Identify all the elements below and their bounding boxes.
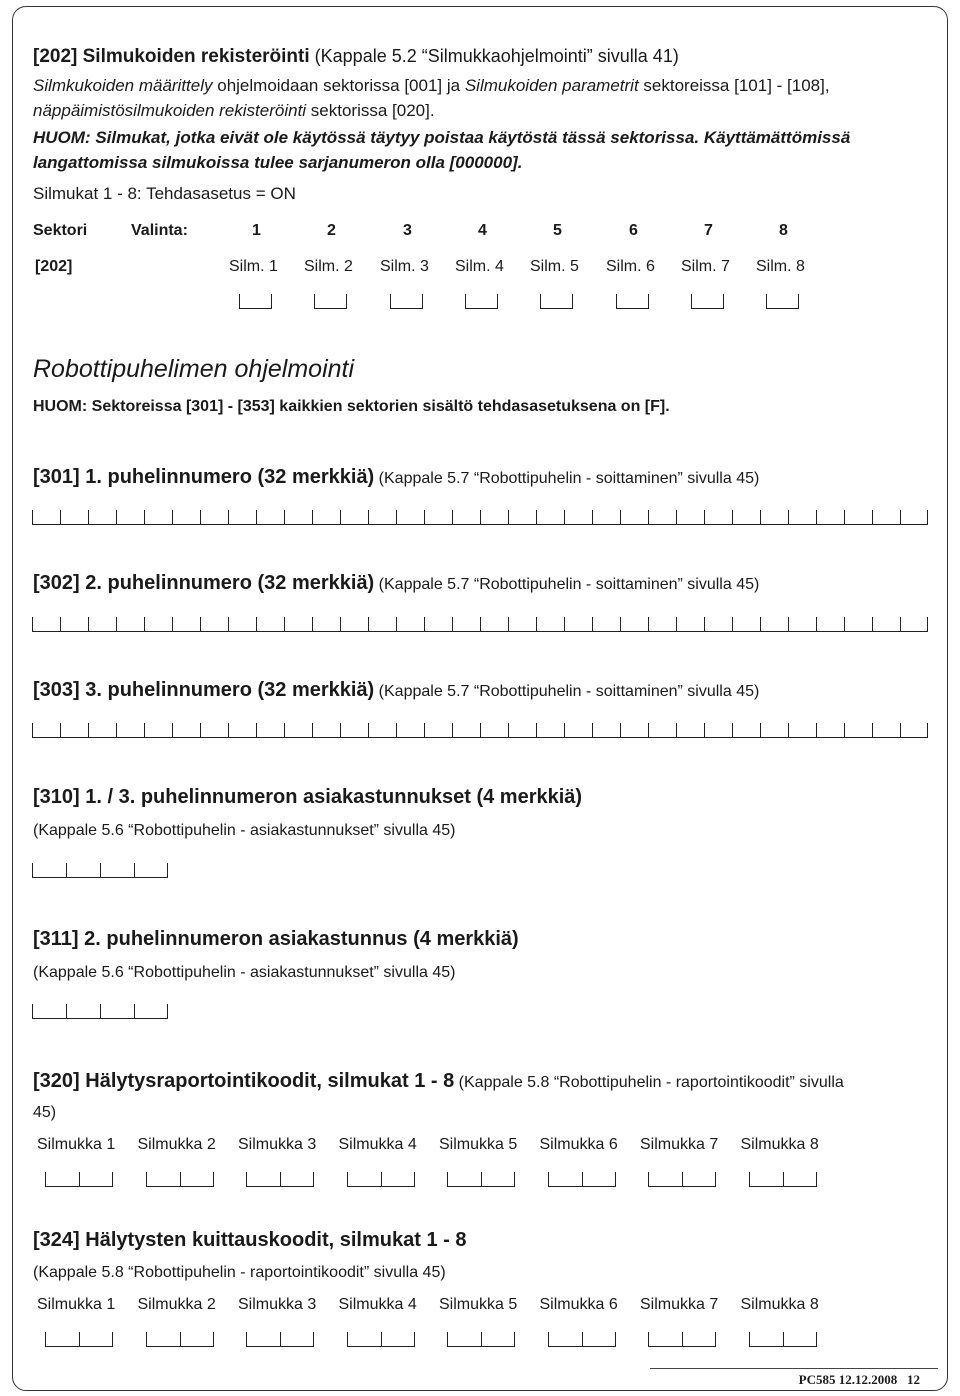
loop-entry-1[interactable]	[45, 1332, 113, 1347]
digit-box[interactable]	[144, 510, 172, 525]
loop-params-term: Silmukoiden parametrit	[464, 76, 639, 95]
digit-box[interactable]	[246, 1172, 280, 1187]
entry-row-301[interactable]	[32, 510, 928, 525]
loop-entry-1[interactable]	[45, 1172, 113, 1187]
digit-box[interactable]	[228, 510, 256, 525]
digit-box[interactable]	[60, 510, 88, 525]
digit-box[interactable]	[32, 617, 60, 632]
section-301-ref: (Kappale 5.7 “Robottipuhelin - soittaminen” sivulla 45)	[374, 470, 760, 487]
entry-row-310[interactable]	[32, 863, 168, 878]
loop-entry-7[interactable]	[648, 1332, 716, 1347]
digit-box[interactable]	[749, 1332, 783, 1347]
digit-box[interactable]	[45, 1332, 79, 1347]
digit-box[interactable]	[246, 1332, 280, 1347]
digit-box[interactable]	[200, 510, 228, 525]
digit-box[interactable]	[816, 617, 844, 632]
digit-box[interactable]	[481, 1332, 515, 1347]
entry-row-303[interactable]	[32, 723, 928, 738]
digit-box[interactable]	[256, 617, 284, 632]
digit-box[interactable]	[788, 723, 816, 738]
digit-box[interactable]	[536, 510, 564, 525]
digit-box[interactable]	[172, 510, 200, 525]
num-6: 6	[629, 222, 638, 239]
loop-entry-4[interactable]	[347, 1172, 415, 1187]
digit-box[interactable]	[447, 1332, 481, 1347]
digit-box[interactable]	[100, 1004, 134, 1019]
section-311-heading: [311] 2. puhelinnumeron asiakastunnus (4 merkkiä)	[33, 928, 519, 950]
digit-box[interactable]	[760, 510, 788, 525]
digit-box[interactable]	[280, 1332, 314, 1347]
digit-box[interactable]	[704, 510, 732, 525]
section-303-line	[33, 679, 759, 702]
digit-box[interactable]	[582, 1332, 616, 1347]
digit-box[interactable]	[676, 723, 704, 738]
entry-box-silm-8[interactable]	[766, 294, 799, 309]
loop-label-6: Silmukka 6	[539, 1136, 618, 1153]
digit-box[interactable]	[45, 1172, 79, 1187]
digit-box[interactable]	[816, 510, 844, 525]
digit-box[interactable]	[704, 723, 732, 738]
digit-box[interactable]	[564, 723, 592, 738]
loop-label-7: Silmukka 7	[640, 1296, 719, 1313]
digit-box[interactable]	[66, 863, 100, 878]
entry-box-silm-5[interactable]	[540, 294, 573, 309]
digit-box[interactable]	[900, 510, 928, 525]
digit-box[interactable]	[564, 617, 592, 632]
digit-box[interactable]	[749, 1172, 783, 1187]
digit-box[interactable]	[32, 1004, 66, 1019]
section-303-heading: [303] 3. puhelinnumero (32 merkkiä)	[33, 679, 375, 701]
digit-box[interactable]	[340, 723, 368, 738]
section-202-desc-line-2	[33, 101, 435, 121]
digit-box[interactable]	[146, 1332, 180, 1347]
digit-box[interactable]	[284, 510, 312, 525]
section-320-ref: (Kappale 5.8 “Robottipuhelin - raportointikoodit” sivulla	[454, 1074, 844, 1091]
digit-box[interactable]	[116, 723, 144, 738]
num-3: 3	[403, 222, 412, 239]
digit-box[interactable]	[256, 510, 284, 525]
section-302-line	[33, 572, 759, 595]
loop-label-3: Silmukka 3	[238, 1296, 317, 1313]
digit-box[interactable]	[381, 1172, 415, 1187]
digit-box[interactable]	[60, 723, 88, 738]
digit-box[interactable]	[396, 723, 424, 738]
section-301-line	[33, 466, 759, 489]
section-title-robottipuhelin: Robottipuhelimen ohjelmointi	[33, 355, 355, 383]
digit-box[interactable]	[368, 510, 396, 525]
digit-box[interactable]	[116, 617, 144, 632]
digit-box[interactable]	[256, 723, 284, 738]
digit-box[interactable]	[172, 617, 200, 632]
digit-box[interactable]	[620, 510, 648, 525]
digit-box[interactable]	[200, 723, 228, 738]
digit-box[interactable]	[368, 723, 396, 738]
digit-box[interactable]	[280, 1172, 314, 1187]
digit-box[interactable]	[79, 1332, 113, 1347]
loop-entry-4[interactable]	[347, 1332, 415, 1347]
section-320-ref-cont: 45)	[33, 1104, 57, 1121]
digit-box[interactable]	[592, 617, 620, 632]
digit-box[interactable]	[312, 510, 340, 525]
loop-label-5: Silmukka 5	[439, 1296, 518, 1313]
entry-row-311[interactable]	[32, 1004, 168, 1019]
section-202-desc-line-1	[33, 76, 830, 96]
section-324-heading: [324] Hälytysten kuittauskoodit, silmukat 1 - 8	[33, 1229, 467, 1251]
digit-box[interactable]	[452, 617, 480, 632]
digit-box[interactable]	[480, 723, 508, 738]
loop-label-1: Silmukka 1	[37, 1296, 116, 1313]
col-valinta: Valinta:	[131, 222, 188, 239]
digit-box[interactable]	[508, 510, 536, 525]
digit-box[interactable]	[381, 1332, 415, 1347]
default-setting: Silmukat 1 - 8: Tehdasasetus = ON	[33, 184, 296, 203]
digit-box[interactable]	[284, 723, 312, 738]
digit-box[interactable]	[100, 863, 134, 878]
digit-box[interactable]	[732, 617, 760, 632]
section-310-ref: (Kappale 5.6 “Robottipuhelin - asiakastunnukset” sivulla 45)	[33, 822, 456, 839]
digit-box[interactable]	[508, 617, 536, 632]
digit-box[interactable]	[872, 617, 900, 632]
digit-box[interactable]	[872, 723, 900, 738]
num-5: 5	[553, 222, 562, 239]
loop-label-2: Silmukka 2	[137, 1136, 216, 1153]
loop-label-7: Silmukka 7	[640, 1136, 719, 1153]
digit-box[interactable]	[648, 510, 676, 525]
digit-box[interactable]	[872, 510, 900, 525]
loop-entry-3[interactable]	[246, 1332, 314, 1347]
note-line-2: langattomissa silmukoissa tulee sarjanumeron olla [000000].	[33, 153, 523, 172]
digit-box[interactable]	[676, 617, 704, 632]
loop-label-6: Silmukka 6	[539, 1296, 618, 1313]
section-310-heading: [310] 1. / 3. puhelinnumeron asiakastunnukset (4 merkkiä)	[33, 786, 583, 808]
digit-box[interactable]	[788, 617, 816, 632]
entry-box-silm-6[interactable]	[616, 294, 649, 309]
loop-label-8: Silmukka 8	[740, 1136, 819, 1153]
silm-7: Silm. 7	[681, 258, 730, 275]
section-302-heading: [302] 2. puhelinnumero (32 merkkiä)	[33, 572, 375, 594]
robo-note: HUOM: Sektoreissa [301] - [353] kaikkien sektorien sisältö tehdasasetuksena on [F].	[33, 398, 670, 415]
loop-label-4: Silmukka 4	[338, 1136, 417, 1153]
loop-entry-8[interactable]	[749, 1332, 817, 1347]
loop-label-3: Silmukka 3	[238, 1136, 317, 1153]
digit-box[interactable]	[783, 1172, 817, 1187]
loop-entry-6[interactable]	[548, 1332, 616, 1347]
digit-box[interactable]	[66, 1004, 100, 1019]
digit-box[interactable]	[347, 1172, 381, 1187]
digit-box[interactable]	[900, 617, 928, 632]
loop-label-8: Silmukka 8	[740, 1296, 819, 1313]
digit-box[interactable]	[648, 617, 676, 632]
digit-box[interactable]	[452, 510, 480, 525]
digit-box[interactable]	[340, 617, 368, 632]
digit-box[interactable]	[88, 510, 116, 525]
digit-box[interactable]	[480, 510, 508, 525]
loop-entry-2[interactable]	[146, 1332, 214, 1347]
silm-2: Silm. 2	[304, 258, 353, 275]
digit-box[interactable]	[32, 723, 60, 738]
keypad-zone-term: näppäimistösilmukoiden rekisteröinti	[33, 101, 307, 120]
digit-box[interactable]	[200, 617, 228, 632]
section-202-title-line	[33, 46, 679, 68]
digit-box[interactable]	[592, 510, 620, 525]
digit-box[interactable]	[648, 1172, 682, 1187]
entry-box-silm-7[interactable]	[691, 294, 724, 309]
digit-box[interactable]	[481, 1172, 515, 1187]
digit-box[interactable]	[536, 617, 564, 632]
digit-box[interactable]	[116, 510, 144, 525]
entry-row-302[interactable]	[32, 617, 928, 632]
section-320-heading: [320] Hälytysraportointikoodit, silmukat 1 - 8	[33, 1070, 455, 1092]
digit-box[interactable]	[900, 723, 928, 738]
section-320-line	[33, 1070, 844, 1093]
digit-box[interactable]	[620, 617, 648, 632]
digit-box[interactable]	[228, 723, 256, 738]
digit-box[interactable]	[146, 1172, 180, 1187]
digit-box[interactable]	[620, 723, 648, 738]
digit-box[interactable]	[508, 723, 536, 738]
note-line-1: HUOM: Silmukat, jotka eivät ole käytössä täytyy poistaa käytöstä tässä sektorissa. Käyttämättömissä	[33, 128, 851, 147]
digit-box[interactable]	[844, 723, 872, 738]
loop-entry-6[interactable]	[548, 1172, 616, 1187]
digit-box[interactable]	[424, 723, 452, 738]
loop-entry-3[interactable]	[246, 1172, 314, 1187]
digit-box[interactable]	[564, 510, 592, 525]
digit-box[interactable]	[396, 510, 424, 525]
digit-box[interactable]	[60, 617, 88, 632]
loop-label-2: Silmukka 2	[137, 1296, 216, 1313]
digit-box[interactable]	[134, 1004, 168, 1019]
num-4: 4	[478, 222, 487, 239]
loop-entry-2[interactable]	[146, 1172, 214, 1187]
digit-box[interactable]	[88, 723, 116, 738]
num-8: 8	[779, 222, 788, 239]
num-2: 2	[327, 222, 336, 239]
entry-box-silm-3[interactable]	[390, 294, 423, 309]
digit-box[interactable]	[180, 1332, 214, 1347]
loop-definition-term: Silmkukoiden määrittely	[33, 76, 213, 95]
digit-box[interactable]	[648, 723, 676, 738]
loop-label-5: Silmukka 5	[439, 1136, 518, 1153]
digit-box[interactable]	[732, 510, 760, 525]
loop-entry-8[interactable]	[749, 1172, 817, 1187]
digit-box[interactable]	[582, 1172, 616, 1187]
digit-box[interactable]	[340, 510, 368, 525]
section-302-ref: (Kappale 5.7 “Robottipuhelin - soittaminen” sivulla 45)	[374, 576, 760, 593]
silm-5: Silm. 5	[530, 258, 579, 275]
silm-8: Silm. 8	[756, 258, 805, 275]
digit-box[interactable]	[180, 1172, 214, 1187]
loop-entry-5[interactable]	[447, 1172, 515, 1187]
digit-box[interactable]	[88, 617, 116, 632]
section-202-heading: [202] Silmukoiden rekisteröinti	[33, 46, 310, 67]
digit-box[interactable]	[424, 510, 452, 525]
digit-box[interactable]	[32, 863, 66, 878]
loop-label-1: Silmukka 1	[37, 1136, 116, 1153]
digit-box[interactable]	[676, 510, 704, 525]
digit-box[interactable]	[396, 617, 424, 632]
digit-box[interactable]	[79, 1172, 113, 1187]
silm-1: Silm. 1	[229, 258, 278, 275]
digit-box[interactable]	[172, 723, 200, 738]
entry-box-silm-4[interactable]	[465, 294, 498, 309]
silm-6: Silm. 6	[606, 258, 655, 275]
digit-box[interactable]	[760, 723, 788, 738]
digit-box[interactable]	[788, 510, 816, 525]
section-324-ref: (Kappale 5.8 “Robottipuhelin - raportointikoodit” sivulla 45)	[33, 1264, 446, 1281]
digit-box[interactable]	[228, 617, 256, 632]
digit-box[interactable]	[312, 617, 340, 632]
digit-box[interactable]	[704, 617, 732, 632]
digit-box[interactable]	[760, 617, 788, 632]
digit-box[interactable]	[548, 1332, 582, 1347]
digit-box[interactable]	[480, 617, 508, 632]
row-label-202: [202]	[35, 258, 73, 275]
section-301-heading: [301] 1. puhelinnumero (32 merkkiä)	[33, 466, 375, 488]
digit-box[interactable]	[682, 1332, 716, 1347]
silm-4: Silm. 4	[455, 258, 504, 275]
section-202-ref: (Kappale 5.2 “Silmukkaohjelmointi” sivulla 41)	[314, 46, 679, 66]
loop-entry-7[interactable]	[648, 1172, 716, 1187]
entry-box-silm-2[interactable]	[314, 294, 347, 309]
section-311-ref: (Kappale 5.6 “Robottipuhelin - asiakastunnukset” sivulla 45)	[33, 964, 456, 981]
digit-box[interactable]	[452, 723, 480, 738]
digit-box[interactable]	[648, 1332, 682, 1347]
digit-box[interactable]	[424, 617, 452, 632]
digit-box[interactable]	[134, 863, 168, 878]
digit-box[interactable]	[783, 1332, 817, 1347]
digit-box[interactable]	[816, 723, 844, 738]
digit-box[interactable]	[548, 1172, 582, 1187]
digit-box[interactable]	[536, 723, 564, 738]
desc-text: ohjelmoidaan sektorissa [001] ja	[212, 76, 465, 95]
entry-box-silm-1[interactable]	[239, 294, 272, 309]
digit-box[interactable]	[32, 510, 60, 525]
digit-box[interactable]	[144, 723, 172, 738]
digit-box[interactable]	[592, 723, 620, 738]
section-303-ref: (Kappale 5.7 “Robottipuhelin - soittaminen” sivulla 45)	[374, 683, 760, 700]
digit-box[interactable]	[682, 1172, 716, 1187]
silm-3: Silm. 3	[380, 258, 429, 275]
digit-box[interactable]	[144, 617, 172, 632]
desc-text: sektorissa [020].	[306, 101, 435, 120]
digit-box[interactable]	[368, 617, 396, 632]
loop-entry-5[interactable]	[447, 1332, 515, 1347]
digit-box[interactable]	[347, 1332, 381, 1347]
loop-label-4: Silmukka 4	[338, 1296, 417, 1313]
footer-rule	[650, 1368, 938, 1369]
digit-box[interactable]	[312, 723, 340, 738]
num-7: 7	[704, 222, 713, 239]
footer-text: PC585 12.12.2008 12	[798, 1372, 920, 1387]
num-1: 1	[252, 222, 261, 239]
digit-box[interactable]	[844, 510, 872, 525]
digit-box[interactable]	[732, 723, 760, 738]
digit-box[interactable]	[447, 1172, 481, 1187]
col-sektori: Sektori	[33, 222, 88, 239]
desc-text: sektoreissa [101] - [108],	[638, 76, 830, 95]
digit-box[interactable]	[284, 617, 312, 632]
digit-box[interactable]	[844, 617, 872, 632]
